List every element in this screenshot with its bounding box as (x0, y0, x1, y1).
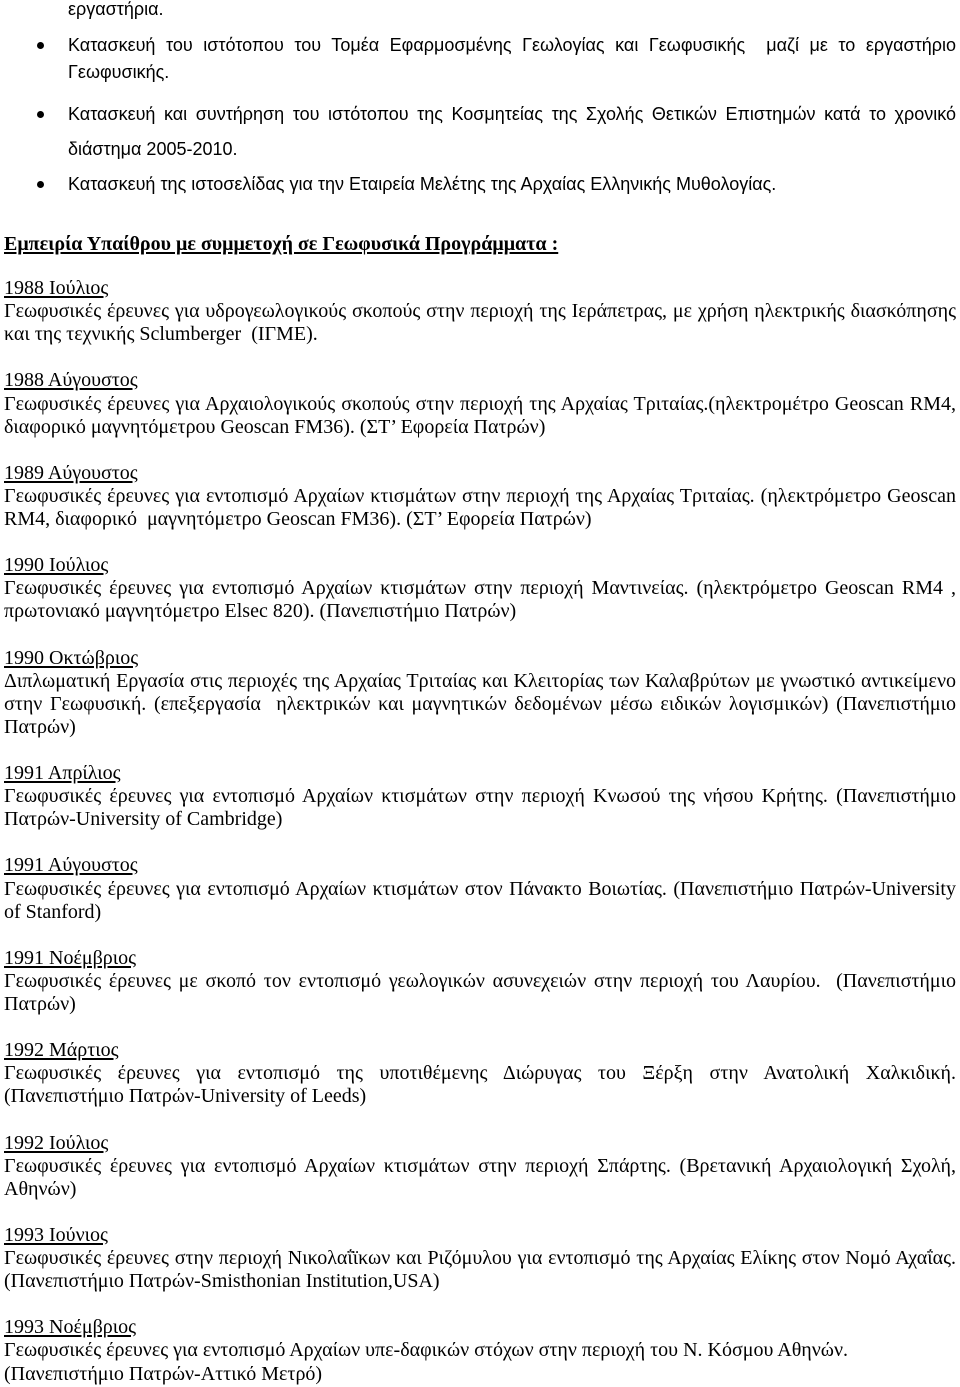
entry-description-line (4, 393, 956, 416)
entry-date: 1991 Απρίλιος (4, 762, 121, 785)
entry-description-line (4, 785, 956, 808)
experience-entry (4, 1132, 956, 1201)
entry-date: 1992 Ιούλιος (4, 1131, 109, 1154)
bullet-text-line (68, 97, 956, 132)
line-text: Πατρών) (4, 715, 76, 738)
entry-date: 1991 Νοέμβριος (4, 946, 137, 969)
line-text: Γεωφυσικές έρευνες για εντοπισμό Αρχαίων κτισμάτων στον Πάνακτο Βοιωτίας. (Πανεπιστήμιο Πατρών-University (4, 877, 956, 900)
entry-description-line (4, 323, 956, 346)
line-text: πρωτονιακό μαγνητόμετρο Elsec 820). (Πανεπιστήμιο Πατρών) (4, 600, 517, 623)
line-text: στην Γεωφυσική. (επεξεργασία ηλεκτρικών και μαγνητικών δεδομένων μέσω ειδικών λογισμικών) (Πανεπιστήμιο (4, 692, 956, 715)
line-text: Κατασκευή και συντήρηση του ιστότοπου της Κοσμητείας της Σχολής Θετικών Επιστημών κατά το χρονικό (68, 104, 956, 124)
entry-description-line (4, 1085, 956, 1108)
line-text: (Πανεπιστήμιο Πατρών-Smisthonian Institution,USA) (4, 1270, 440, 1293)
line-text: διαφορικό μαγνητόμετρου Geoscan FM36). (ΣΤ’ Εφορεία Πατρών) (4, 415, 546, 438)
line-text: (Πανεπιστήμιο Πατρών-Αττικό Μετρό) (4, 1362, 323, 1385)
entry-description-line (4, 901, 956, 924)
line-text: Κατασκευή του ιστότοπου του Τομέα Εφαρμοσμένης Γεωλογίας και Γεωφυσικής μαζί με το εργαστήριο (68, 35, 956, 55)
field-experience-list (0, 277, 960, 1386)
entry-date: 1990 Οκτώβριος (4, 646, 139, 669)
line-text: διάστημα 2005-2010. (68, 139, 238, 159)
entry-description-line (4, 1339, 956, 1362)
bullet-item (0, 167, 960, 201)
line-text: Γεωφυσικές έρευνες για υδρογεωλογικούς σκοπούς στην περιοχή της Ιεράπετρας, με χρήση ηλεκτρικής διασκόπησης (4, 300, 956, 323)
line-text: Διπλωματική Εργασία στις περιοχές της Αρχαίας Τριταίας και Κλειτορίας των Καλαβρύτων με γνωστικό αντικείμενο (4, 669, 956, 692)
entry-description-line (4, 970, 956, 993)
entry-date: 1988 Αύγουστος (4, 369, 138, 392)
bullet-icon (37, 111, 44, 118)
entry-description-line (4, 808, 956, 831)
experience-entry (4, 854, 956, 923)
entry-description-line (4, 716, 956, 739)
experience-entry (4, 462, 956, 531)
entry-description-line (4, 485, 956, 508)
experience-entry (4, 762, 956, 831)
bullet-item (0, 97, 960, 167)
entry-description-line (4, 670, 956, 693)
entry-description-line (4, 300, 956, 323)
entry-description-line (4, 1247, 956, 1270)
line-text: και της τεχνικής Sclumberger (ΙΓΜΕ). (4, 323, 318, 346)
experience-entry (4, 1039, 956, 1108)
entry-date: 1988 Ιούλιος (4, 277, 109, 300)
entry-description-line (4, 416, 956, 439)
heading-text: Εμπειρία Υπαίθρου με συμμετοχή σε Γεωφυσικά Προγράμματα : (4, 233, 559, 255)
entry-description-line (4, 508, 956, 531)
bullet-icon (37, 181, 44, 188)
line-text: of Stanford) (4, 900, 102, 923)
line-text: Πατρών-University of Cambridge) (4, 808, 283, 831)
experience-entry (4, 1316, 956, 1385)
entry-date: 1991 Αύγουστος (4, 854, 138, 877)
bullet-text-line (68, 32, 956, 59)
line-text: Γεωφυσικές έρευνες για εντοπισμό της υποτιθέμενης Διώρυγας του Ξέρξη στην Ανατολική Χαλκιδική. (4, 1062, 956, 1085)
line-text: Αθηνών) (4, 1177, 77, 1200)
experience-entry (4, 947, 956, 1016)
entry-description-line (4, 1178, 956, 1201)
line-text: Γεωφυσικές έρευνες στην περιοχή Νικολαΐϊκων και Ριζόμυλου για εντοπισμό της Αρχαίας Ελίκης στον Νομό Αχαΐας. (4, 1247, 956, 1270)
bullet-text-line (68, 167, 956, 201)
bullet-item (0, 32, 960, 86)
line-text: εργαστήρια. (68, 0, 164, 19)
entry-description-line (4, 1062, 956, 1085)
line-text: Γεωφυσικές έρευνες για Αρχαιολογικούς σκοπούς στην περιοχή της Αρχαίας Τριταίας.(ηλεκτρομέτρο Geoscan RM4, (4, 392, 956, 415)
entry-description-line (4, 1363, 956, 1386)
line-text: Γεωφυσικές έρευνες για εντοπισμό Αρχαίων κτισμάτων στην περιοχή Κνωσού της νήσου Κρήτης. (Πανεπιστήμιο (4, 785, 956, 808)
line-text: Γεωφυσικές έρευνες για εντοπισμό Αρχαίων κτισμάτων στην περιοχή της Αρχαίας Τριταίας. (ηλεκτρόμετρο Geoscan (4, 484, 956, 507)
experience-entry (4, 369, 956, 438)
entry-date: 1993 Ιούνιος (4, 1223, 108, 1246)
line-text: (Πανεπιστήμιο Πατρών-University of Leeds) (4, 1085, 367, 1108)
entry-date: 1989 Αύγουστος (4, 461, 138, 484)
entry-description-line (4, 600, 956, 623)
line-text: Γεωφυσικής. (68, 62, 170, 82)
entry-description-line (4, 993, 956, 1016)
experience-entry (4, 277, 956, 346)
experience-entry (4, 647, 956, 739)
line-text: Κατασκευή της ιστοσελίδας για την Εταιρεία Μελέτης της Αρχαίας Ελληνικής Μυθολογίας. (68, 174, 777, 194)
bullet-icon (37, 42, 44, 49)
experience-entry (4, 554, 956, 623)
line-text: Γεωφυσικές έρευνες για εντοπισμό Αρχαίων υπε-δαφικών στόχων στην περιοχή του Ν. Κόσμου Αθηνών. (4, 1339, 848, 1362)
bullet-text-line (68, 132, 956, 167)
section-heading (0, 233, 960, 256)
entry-date: 1990 Ιούλιος (4, 554, 109, 577)
entry-description-line (4, 1155, 956, 1178)
entry-description-line (4, 878, 956, 901)
line-text: Πατρών) (4, 993, 76, 1015)
entry-description-line (4, 693, 956, 716)
entry-description-line (4, 1270, 956, 1293)
line-text: Γεωφυσικές έρευνες για εντοπισμό Αρχαίων κτισμάτων στην περιοχή Σπάρτης. (Βρετανική Αρχαιολογική Σχολή, (4, 1154, 956, 1177)
entry-date: 1992 Μάρτιος (4, 1039, 119, 1062)
line-text: Γεωφυσικές έρευνες με σκοπό τον εντοπισμό γεωλογικών ασυνεχειών στην περιοχή του Λαυρίου. (Πανεπιστήμιο (4, 969, 956, 992)
entry-description-line (4, 577, 956, 600)
experience-entry (4, 1224, 956, 1293)
entry-date: 1993 Νοέμβριος (4, 1316, 137, 1339)
line-text: Γεωφυσικές έρευνες για εντοπισμό Αρχαίων κτισμάτων στην περιοχή Μαντινείας. (ηλεκτρόμετρο Geoscan RM4 , (4, 577, 956, 600)
continuation-line (0, 0, 960, 18)
bullet-text-line (68, 59, 956, 86)
line-text: RM4, διαφορικό μαγνητόμετρο Geoscan FM36). (ΣΤ’ Εφορεία Πατρών) (4, 508, 592, 531)
